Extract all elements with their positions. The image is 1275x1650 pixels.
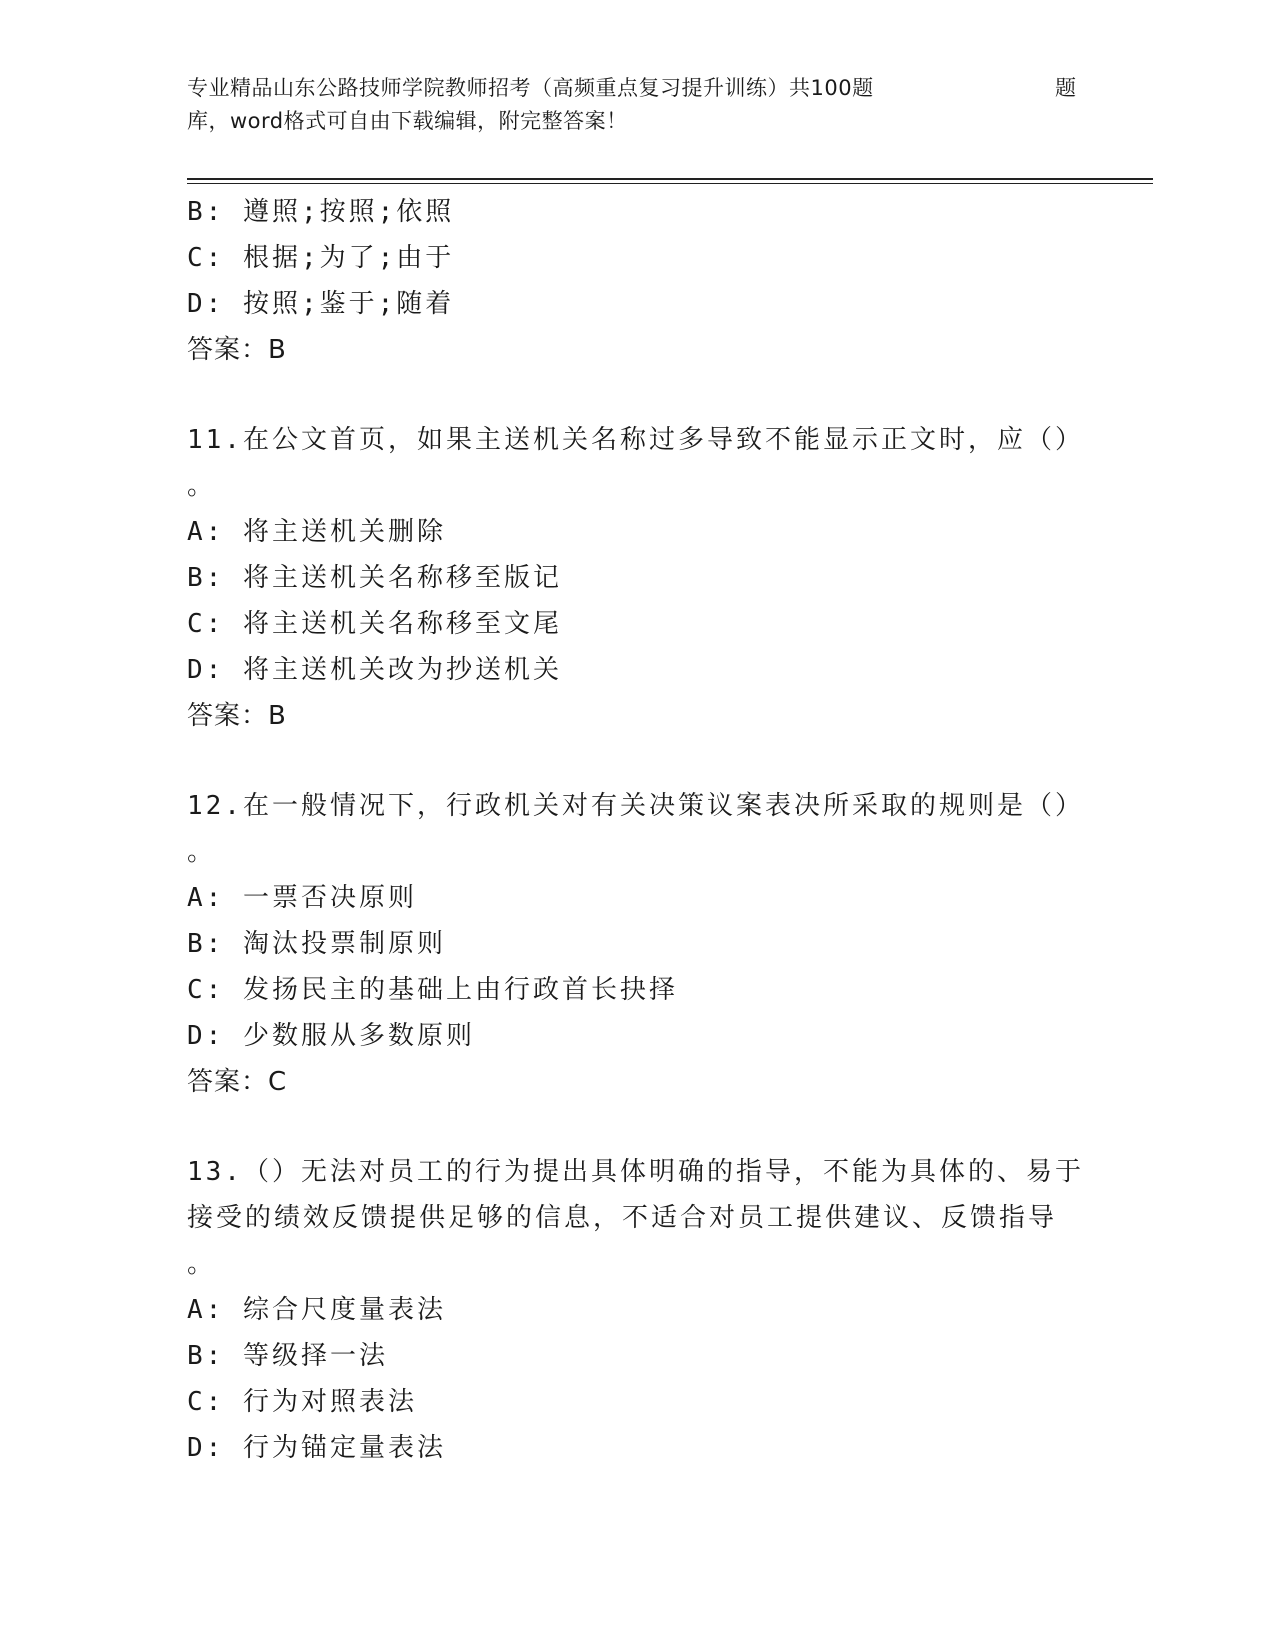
header-line-2: 库，word格式可自由下载编辑，附完整答案！: [187, 109, 628, 133]
question-stem-end: 。: [187, 837, 214, 867]
question-stem: 11.在公文首页，如果主送机关名称过多导致不能显示正文时，应（）: [187, 425, 1084, 455]
prev-question-block: [187, 189, 1087, 373]
header-divider-thin: [187, 183, 1153, 184]
option-d: D: 少数服从多数原则: [187, 1021, 475, 1051]
document-body: [187, 189, 1087, 1471]
spacer: [187, 1105, 1087, 1149]
option-c: C: 根据;为了;由于: [187, 243, 455, 273]
option-d: D: 行为锚定量表法: [187, 1433, 446, 1463]
option-c: C: 行为对照表法: [187, 1387, 417, 1417]
option-c: C: 发扬民主的基础上由行政首长抉择: [187, 975, 678, 1005]
spacer: [187, 373, 1087, 417]
header-title: 专业精品山东公路技师学院教师招考（高频重点复习提升训练）共100题: [187, 76, 874, 100]
option-b: B: 等级择一法: [187, 1341, 388, 1371]
header-line-1: [187, 72, 1087, 105]
option-b: B: 遵照;按照;依照: [187, 197, 455, 227]
answer-line: 答案：B: [187, 335, 287, 365]
question-stem-line-1: 13.（）无法对员工的行为提出具体明确的指导，不能为具体的、易于: [187, 1157, 1084, 1187]
option-b: B: 淘汰投票制原则: [187, 929, 446, 959]
option-a: A: 将主送机关删除: [187, 517, 446, 547]
question-stem: 12.在一般情况下，行政机关对有关决策议案表决所采取的规则是（）: [187, 791, 1084, 821]
option-b: B: 将主送机关名称移至版记: [187, 563, 562, 593]
page-header: [187, 72, 1087, 138]
question-12: [187, 783, 1087, 1105]
option-a: A: 一票否决原则: [187, 883, 417, 913]
question-11: [187, 417, 1087, 739]
answer-line: 答案：C: [187, 1067, 288, 1097]
spacer: [187, 739, 1087, 783]
option-d: D: 将主送机关改为抄送机关: [187, 655, 562, 685]
option-a: A: 综合尺度量表法: [187, 1295, 446, 1325]
header-title-tail: 题: [1055, 76, 1077, 100]
question-stem-line-2: 接受的绩效反馈提供足够的信息，不适合对员工提供建议、反馈指导: [187, 1203, 1058, 1233]
header-divider-thick: [187, 178, 1153, 180]
option-d: D: 按照;鉴于;随着: [187, 289, 455, 319]
question-stem-end: 。: [187, 471, 214, 501]
question-13: [187, 1149, 1087, 1471]
option-c: C: 将主送机关名称移至文尾: [187, 609, 562, 639]
answer-line: 答案：B: [187, 701, 287, 731]
question-stem-end: 。: [187, 1249, 214, 1279]
